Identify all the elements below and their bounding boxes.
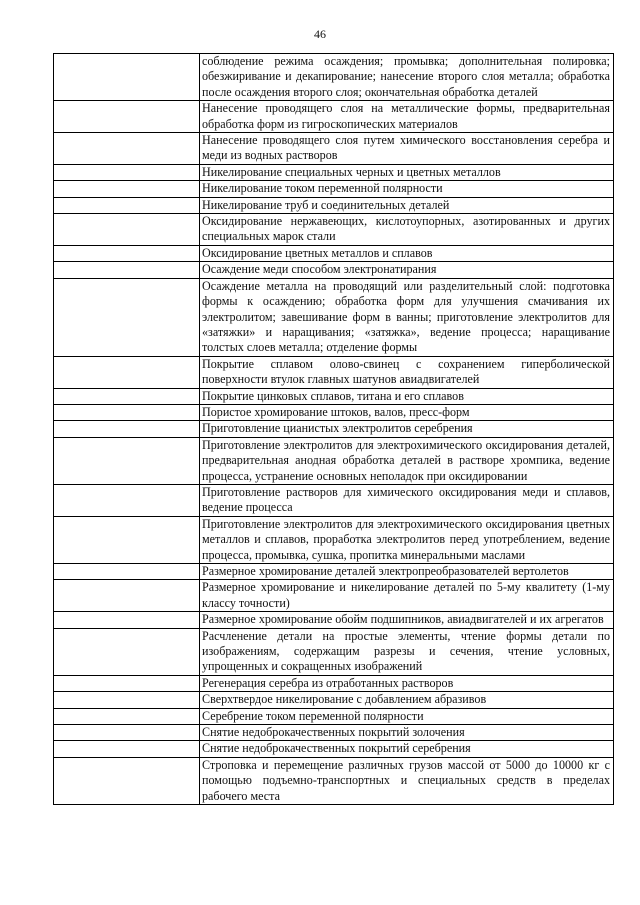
table-row bbox=[54, 54, 614, 101]
empty-left-cell bbox=[54, 214, 200, 246]
row-text-cell: Приготовление цианистых электролитов серебрения bbox=[200, 421, 614, 437]
row-text-cell: Никелирование током переменной полярности bbox=[200, 181, 614, 197]
empty-left-cell bbox=[54, 181, 200, 197]
table-row bbox=[54, 278, 614, 356]
row-text-cell: Размерное хромирование обойм подшипников, авиадвигателей и их агрегатов bbox=[200, 612, 614, 628]
empty-left-cell bbox=[54, 54, 200, 101]
empty-left-cell bbox=[54, 101, 200, 133]
table-row bbox=[54, 692, 614, 708]
table-row bbox=[54, 388, 614, 404]
row-text-cell: Расчленение детали на простые элементы, чтение формы детали по изображениям, содержащим разрезы и сечения, чтение условных, упрощенных и сокращенных изображений bbox=[200, 628, 614, 675]
row-text-cell: Приготовление электролитов для электрохимического оксидирования цветных металлов и сплавов, проработка электролитов перед употреблением, ведение процесса, промывка, сушка, пропитка минеральными маслами bbox=[200, 516, 614, 563]
table-row bbox=[54, 516, 614, 563]
empty-left-cell bbox=[54, 516, 200, 563]
table-row bbox=[54, 356, 614, 388]
row-text-cell: Осаждение металла на проводящий или разделительный слой: подготовка формы к осаждению; обработка форм для улучшения смачивания их электролитом; завешивание форм в ванны; приготовление электролитов для «затяжки» и наращивания; «затяжка», ведение процесса; наращивание толстых слоев металла; отделение формы bbox=[200, 278, 614, 356]
row-text-cell: Никелирование труб и соединительных деталей bbox=[200, 197, 614, 213]
table-row bbox=[54, 757, 614, 804]
row-text-cell: Приготовление электролитов для электрохимического оксидирования деталей, предварительная анодная обработка деталей в растворе хромпика, ведение процесса, устранение основных неполадок при оксидировании bbox=[200, 437, 614, 484]
table-row bbox=[54, 437, 614, 484]
empty-left-cell bbox=[54, 612, 200, 628]
table-row bbox=[54, 197, 614, 213]
row-text-cell: Осаждение меди способом электронатирания bbox=[200, 262, 614, 278]
table-row bbox=[54, 580, 614, 612]
page-number: 46 bbox=[314, 27, 326, 41]
row-text-cell: Сверхтвердое никелирование с добавлением абразивов bbox=[200, 692, 614, 708]
empty-left-cell bbox=[54, 564, 200, 580]
table-row bbox=[54, 484, 614, 516]
empty-left-cell bbox=[54, 437, 200, 484]
table-row bbox=[54, 675, 614, 691]
row-text-cell: Оксидирование цветных металлов и сплавов bbox=[200, 245, 614, 261]
row-text-cell: Нанесение проводящего слоя путем химического восстановления серебра и меди из водных растворов bbox=[200, 133, 614, 165]
table-row bbox=[54, 133, 614, 165]
row-text-cell: Размерное хромирование и никелирование деталей по 5-му квалитету (1-му классу точности) bbox=[200, 580, 614, 612]
table-row bbox=[54, 725, 614, 741]
empty-left-cell bbox=[54, 133, 200, 165]
table-row bbox=[54, 741, 614, 757]
empty-left-cell bbox=[54, 725, 200, 741]
table-row bbox=[54, 181, 614, 197]
row-text-cell: Снятие недоброкачественных покрытий золочения bbox=[200, 725, 614, 741]
table-row bbox=[54, 564, 614, 580]
row-text-cell: Пористое хромирование штоков, валов, пресс-форм bbox=[200, 404, 614, 420]
empty-left-cell bbox=[54, 404, 200, 420]
table-row bbox=[54, 245, 614, 261]
row-text-cell: Приготовление растворов для химического оксидирования меди и сплавов, ведение процесса bbox=[200, 484, 614, 516]
row-text-cell: Покрытие сплавом олово-свинец с сохранением гиперболической поверхности втулок главных шатунов авиадвигателей bbox=[200, 356, 614, 388]
row-text-cell: Регенерация серебра из отработанных растворов bbox=[200, 675, 614, 691]
empty-left-cell bbox=[54, 692, 200, 708]
empty-left-cell bbox=[54, 628, 200, 675]
table-row bbox=[54, 262, 614, 278]
table-row bbox=[54, 101, 614, 133]
row-text-cell: Строповка и перемещение различных грузов массой от 5000 до 10000 кг с помощью подъемно-транспортных и специальных средств в пределах рабочего места bbox=[200, 757, 614, 804]
row-text-cell: Покрытие цинковых сплавов, титана и его сплавов bbox=[200, 388, 614, 404]
row-text-cell: Размерное хромирование деталей электропреобразователей вертолетов bbox=[200, 564, 614, 580]
empty-left-cell bbox=[54, 741, 200, 757]
empty-left-cell bbox=[54, 580, 200, 612]
row-text-cell: соблюдение режима осаждения; промывка; дополнительная полировка; обезжиривание и декапирование; нанесение второго слоя металла; обработка после осаждения второго слоя; окончательная обработка деталей bbox=[200, 54, 614, 101]
empty-left-cell bbox=[54, 197, 200, 213]
row-text-cell: Серебрение током переменной полярности bbox=[200, 708, 614, 724]
table-row bbox=[54, 421, 614, 437]
table-row bbox=[54, 404, 614, 420]
table-row bbox=[54, 164, 614, 180]
empty-left-cell bbox=[54, 245, 200, 261]
empty-left-cell bbox=[54, 388, 200, 404]
empty-left-cell bbox=[54, 421, 200, 437]
table-row bbox=[54, 628, 614, 675]
competency-table bbox=[53, 53, 614, 805]
empty-left-cell bbox=[54, 757, 200, 804]
row-text-cell: Оксидирование нержавеющих, кислотоупорных, азотированных и других специальных марок стали bbox=[200, 214, 614, 246]
empty-left-cell bbox=[54, 708, 200, 724]
empty-left-cell bbox=[54, 356, 200, 388]
table-row bbox=[54, 708, 614, 724]
row-text-cell: Снятие недоброкачественных покрытий серебрения bbox=[200, 741, 614, 757]
row-text-cell: Никелирование специальных черных и цветных металлов bbox=[200, 164, 614, 180]
row-text-cell: Нанесение проводящего слоя на металлические формы, предварительная обработка форм из гигроскопических материалов bbox=[200, 101, 614, 133]
table-row bbox=[54, 214, 614, 246]
empty-left-cell bbox=[54, 484, 200, 516]
empty-left-cell bbox=[54, 262, 200, 278]
empty-left-cell bbox=[54, 675, 200, 691]
empty-left-cell bbox=[54, 278, 200, 356]
table-row bbox=[54, 612, 614, 628]
empty-left-cell bbox=[54, 164, 200, 180]
